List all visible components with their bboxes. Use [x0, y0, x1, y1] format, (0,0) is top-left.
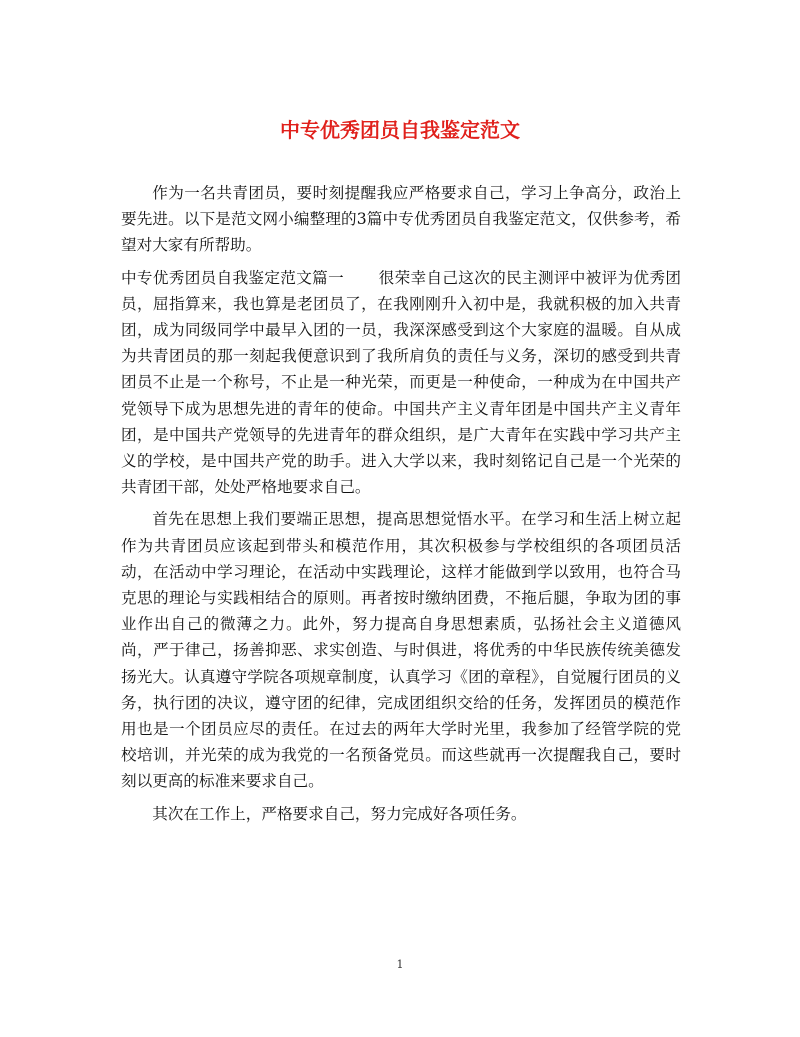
- section-heading: 中专优秀团员自我鉴定范文篇一: [121, 268, 345, 287]
- document-title: 中专优秀团员自我鉴定范文: [280, 118, 520, 142]
- paragraph-2: 首先在思想上我们要端正思想，提高思想觉悟水平。在学习和生活上树立起作为共青团员应该起到带头和模范作用，其次积极参与学校组织的各项团员活动，在活动中学习理论，在活动中实践理论，这样才能做到学以致用，也符合马克思的理论与实践相结合的原则。再者按时缴纳团费，不拖后腿，争取为团的事业作出自己的微薄之力。此外，努力提高自身思想素质，弘扬社会主义道德风尚，严于律己，扬善抑恶、求实创造、与时俱进，将优秀的中华民族传统美德发扬光大。认真遵守学院各项规章制度，认真学习《团的章程》，自觉履行团员的义务，执行团的决议，遵守团的纪律，完成团组织交给的任务，发挥团员的模范作用也是一个团员应尽的责任。在过去的两年大学时光里，我参加了经管学院的党校培训，并光荣的成为我党的一名预备党员。而这些就再一次提醒我自己，要时刻以更高的标准来要求自己。: [121, 510, 681, 791]
- paragraph-1: 很荣幸自己这次的民主测评中被评为优秀团员，屈指算来，我也算是老团员了，在我刚刚升入初中是，我就积极的加入共青团，成为同级同学中最早入团的一员，我深深感受到这个大家庭的温暖。自从成为共青团员的那一刻起我便意识到了我所肩负的责任与义务，深切的感受到共青团员不止是一个称号，不止是一种光荣，而更是一种使命，一种成为在中国共产党领导下成为思想先进的青年的使命。中国共产主义青年团是中国共产主义青年团，是中国共产党领导的先进青年的群众组织，是广大青年在实践中学习共产主义的学校，是中国共产党的助手。进入大学以来，我时刻铭记自己是一个光荣的共青团干部，处处严格地要求自己。: [121, 268, 681, 497]
- page-number: 1: [396, 958, 404, 971]
- paragraph-3: 其次在工作上，严格要求自己，努力完成好各项任务。: [152, 804, 527, 823]
- document-body: [121, 180, 681, 833]
- section-paragraph: [121, 265, 681, 501]
- intro-paragraph: 作为一名共青团员，要时刻提醒我应严格要求自己，学习上争高分，政治上要先进。以下是范文网小编整理的3篇中专优秀团员自我鉴定范文，仅供参考，希望对大家有所帮助。: [121, 184, 681, 255]
